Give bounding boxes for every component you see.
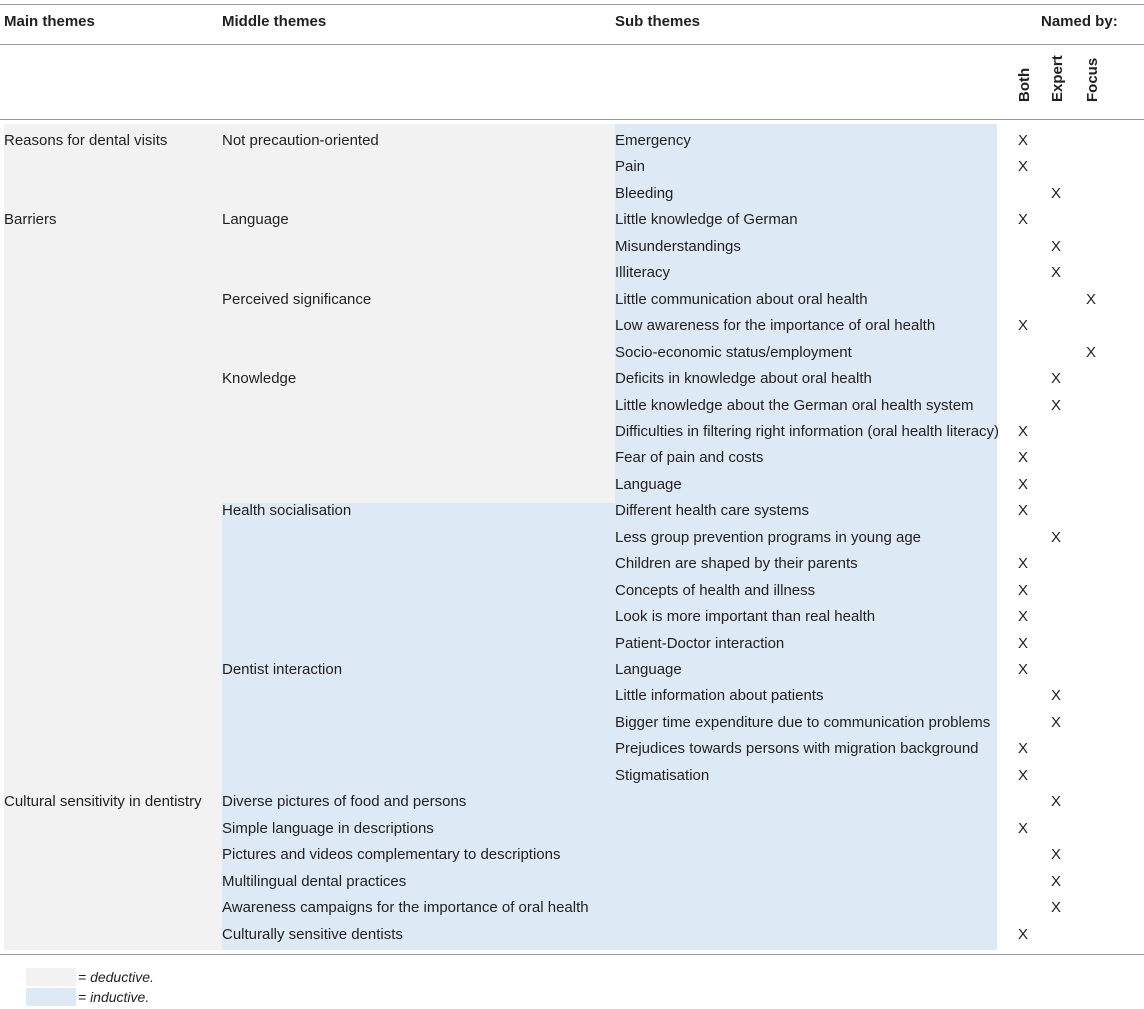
middle-theme-cell: Not precaution-oriented <box>222 132 379 149</box>
table-top-rule <box>0 4 1144 5</box>
middle-theme-cell: Knowledge <box>222 370 297 387</box>
sub-theme-cell: Illiteracy <box>615 264 671 281</box>
header-named-by: Named by: <box>1041 13 1118 30</box>
sub-theme-cell: Concepts of health and illness <box>615 582 816 599</box>
named-by-expert-cell: X <box>1050 185 1061 202</box>
legend-swatch-deductive <box>26 968 76 986</box>
middle-theme-cell: Simple language in descriptions <box>222 820 434 837</box>
sub-theme-cell: Little knowledge about the German oral health system <box>615 397 974 414</box>
named-by-both-cell: X <box>1017 423 1028 440</box>
sub-theme-cell: Difficulties in filtering right information (oral health literacy) <box>615 423 1000 440</box>
named-by-expert-cell: X <box>1050 370 1061 387</box>
sub-theme-cell: Fear of pain and costs <box>615 449 764 466</box>
named-by-expert-cell: X <box>1050 899 1061 916</box>
named-by-both-cell: X <box>1017 767 1028 784</box>
named-by-both-cell: X <box>1017 661 1028 678</box>
named-by-both-cell: X <box>1017 555 1028 572</box>
deductive-region <box>4 124 615 503</box>
named-by-both-cell: X <box>1017 740 1028 757</box>
middle-theme-cell: Culturally sensitive dentists <box>222 926 403 943</box>
named-by-expert-cell: X <box>1050 264 1061 281</box>
sub-theme-cell: Deficits in knowledge about oral health <box>615 370 872 387</box>
header-divider-rule <box>0 44 1144 45</box>
sub-theme-cell: Stigmatisation <box>615 767 710 784</box>
sub-theme-cell: Different health care systems <box>615 502 809 519</box>
named-by-expert-cell: X <box>1050 846 1061 863</box>
named-by-both-cell: X <box>1017 476 1028 493</box>
sub-theme-cell: Less group prevention programs in young age <box>615 529 922 546</box>
table-bottom-rule <box>0 954 1144 955</box>
header-focus: Focus <box>1084 57 1101 102</box>
named-by-focus-cell: X <box>1085 344 1096 361</box>
sub-theme-cell: Language <box>615 476 682 493</box>
named-by-both-cell: X <box>1017 449 1028 466</box>
named-by-both-cell: X <box>1017 926 1028 943</box>
middle-theme-cell: Multilingual dental practices <box>222 873 407 890</box>
sub-theme-cell: Little information about patients <box>615 687 824 704</box>
named-by-both-cell: X <box>1017 502 1028 519</box>
deductive-region <box>4 503 222 950</box>
sub-theme-cell: Patient-Doctor interaction <box>615 635 785 652</box>
header-main-themes: Main themes <box>4 13 95 30</box>
named-by-both-cell: X <box>1017 582 1028 599</box>
named-by-both-cell: X <box>1017 608 1028 625</box>
middle-theme-cell: Health socialisation <box>222 502 352 519</box>
middle-theme-cell: Perceived significance <box>222 291 372 308</box>
named-by-both-cell: X <box>1017 635 1028 652</box>
sub-theme-cell: Pain <box>615 158 646 175</box>
main-theme-cell: Barriers <box>4 211 57 228</box>
named-by-expert-cell: X <box>1050 714 1061 731</box>
sub-theme-cell: Misunderstandings <box>615 238 741 255</box>
inductive-region <box>615 124 1000 503</box>
middle-theme-cell: Pictures and videos complementary to descriptions <box>222 846 561 863</box>
middle-theme-cell: Diverse pictures of food and persons <box>222 793 467 810</box>
named-by-expert-cell: X <box>1050 238 1061 255</box>
sub-theme-cell: Bleeding <box>615 185 674 202</box>
named-by-expert-cell: X <box>1050 397 1061 414</box>
main-theme-cell: Cultural sensitivity in dentistry <box>4 793 202 810</box>
legend-swatch-inductive <box>26 988 76 1006</box>
sub-theme-cell: Bigger time expenditure due to communication problems <box>615 714 991 731</box>
legend-label-deductive: = deductive. <box>78 969 154 985</box>
header-middle-themes: Middle themes <box>222 13 327 30</box>
middle-theme-cell: Language <box>222 211 289 228</box>
sub-theme-cell: Language <box>615 661 682 678</box>
named-by-both-cell: X <box>1017 132 1028 149</box>
middle-theme-cell: Awareness campaigns for the importance of oral health <box>222 899 589 916</box>
sub-theme-cell: Prejudices towards persons with migration background <box>615 740 979 757</box>
sub-theme-cell: Look is more important than real health <box>615 608 876 625</box>
sub-theme-cell: Emergency <box>615 132 691 149</box>
legend-label-inductive: = inductive. <box>78 989 150 1005</box>
named-by-both-cell: X <box>1017 158 1028 175</box>
named-by-both-cell: X <box>1017 211 1028 228</box>
header-both: Both <box>1016 67 1033 102</box>
named-by-expert-cell: X <box>1050 529 1061 546</box>
named-by-expert-cell: X <box>1050 873 1061 890</box>
named-by-expert-cell: X <box>1050 687 1061 704</box>
main-theme-cell: Reasons for dental visits <box>4 132 168 149</box>
header-expert: Expert <box>1049 55 1066 102</box>
named-by-both-cell: X <box>1017 317 1028 334</box>
named-by-both-cell: X <box>1017 820 1028 837</box>
sub-theme-cell: Little communication about oral health <box>615 291 868 308</box>
header-bottom-rule <box>0 119 1144 120</box>
middle-theme-cell: Dentist interaction <box>222 661 343 678</box>
sub-theme-cell: Children are shaped by their parents <box>615 555 858 572</box>
named-by-focus-cell: X <box>1085 291 1096 308</box>
sub-theme-cell: Socio-economic status/employment <box>615 344 852 361</box>
header-sub-themes: Sub themes <box>615 13 701 30</box>
named-by-expert-cell: X <box>1050 793 1061 810</box>
sub-theme-cell: Low awareness for the importance of oral health <box>615 317 936 334</box>
sub-theme-cell: Little knowledge of German <box>615 211 798 228</box>
